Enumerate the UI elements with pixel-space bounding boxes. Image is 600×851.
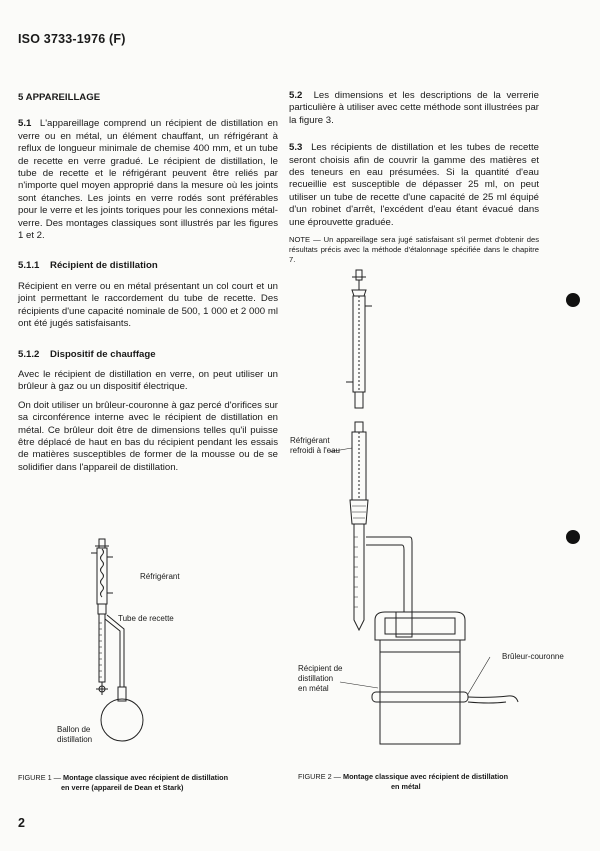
paragraph-5-2-text: Les dimensions et les descriptions de la verrerie particulière à utiliser avec cette méthode sont illustrées par la figure 3. (289, 90, 539, 126)
paragraph-5-3-number: 5.3 (289, 142, 303, 154)
paragraph-5-1-number: 5.1 (18, 118, 32, 130)
paragraph-5-3 (289, 142, 539, 229)
receiver-tube (99, 614, 105, 682)
note: NOTE — Un appareillage sera jugé satisfaisant s'il permet d'obtenir des résultats précis avec la méthode d'étalonnage spécifiée dans le chapitre 7. (289, 235, 539, 265)
fig2-label-condenser-1: Réfrigérant (290, 436, 330, 445)
paragraph-5-1-2-b: On doit utiliser un brûleur-couronne à gaz percé d'orifices sur sa circonférence interne avec le récipient de distillation en métal. Ce brûleur doit être de dimensions telles qu'il puisse être déplacé de haut en bas du récipient pendant les essais de matières susceptibles de former de la mousse ou de se solidifier dans l'appareil de distillation. (18, 399, 278, 473)
fig1-caption-line1: Montage classique avec récipient de distillation (63, 773, 229, 782)
subsection-5-1-1-number: 5.1.1 (18, 260, 40, 272)
fig1-label-flask-2: distillation (57, 735, 93, 744)
fig2-label-vessel-3: en métal (298, 684, 329, 693)
subsection-5-1-2-title: Dispositif de chauffage (50, 348, 156, 360)
paragraph-5-2-number: 5.2 (289, 90, 303, 101)
punch-hole (566, 530, 580, 544)
condenser-top (99, 539, 105, 548)
document-header: ISO 3733-1976 (F) (18, 32, 126, 46)
figure1-caption (18, 773, 268, 792)
fig1-label-condenser: Réfrigérant (140, 572, 180, 581)
figure2-drawing (330, 262, 530, 752)
section-heading-5: 5 APPAREILLAGE (18, 92, 101, 103)
condenser-jacket (97, 548, 107, 604)
ring-burner (372, 692, 468, 702)
page-number: 2 (18, 816, 25, 830)
fig2-label-burner: Brûleur-couronne (502, 652, 564, 661)
left-column (18, 92, 278, 474)
subsection-5-1-2-number: 5.1.2 (18, 348, 40, 360)
right-column (289, 90, 539, 265)
paragraph-5-1-text: L'appareillage comprend un récipient de distillation en verre ou en métal, un élément chauffant, un réfrigérant à reflux de longueur minimale de chemise 400 mm, et un tube de recette en verre gradué. Le récipient de distillation, le tube de recette et le réfrigérant peuvent être reliés par n'importe quel moyen approprié dans la mesure où les joints sont étanches. Les joints en verre rodés sont préférables pour le verre et les joints toriques pour les connexions métal-verre. Des montages classiques sont illustrés par les figures 1 et 2. (18, 118, 278, 242)
subsection-5-1-2-heading (18, 349, 278, 361)
paragraph-5-3-text: Les récipients de distillation et les tubes de recette seront choisis afin de couvrir la gamme des matières et des teneurs en eau présumées. Si la quantité d'eau recueillie est susceptible de dépasser 25 ml, on peut utiliser un tube de recette d'une capacité de 25 ml équipé d'un robinet d'arrêt, l'excédent d'eau étant évacué dans une éprouvette graduée. (289, 142, 539, 228)
fig1-label-tube: Tube de recette (118, 614, 174, 623)
paragraph-5-1-1: Récipient en verre ou en métal présentant un col court et un joint permettant le raccordement du tube de recette. Des récipients d'une capacité nominale de 500, 1 000 et 2 000 ml ont été jugés satisfaisants. (18, 280, 278, 330)
fig1-caption-prefix: FIGURE 1 — (18, 773, 61, 782)
paragraph-5-2 (289, 90, 539, 127)
fig1-label-flask-1: Ballon de (57, 725, 91, 734)
fig2-label-vessel-2: distillation (298, 674, 334, 683)
fig1-caption-line2: en verre (appareil de Dean et Stark) (61, 782, 184, 792)
subsection-5-1-1-heading (18, 260, 278, 272)
punch-hole (566, 293, 580, 307)
paragraph-5-1-2-a: Avec le récipient de distillation en verre, on peut utiliser un brûleur à gaz ou un dispositif électrique. (18, 368, 278, 393)
fig2-label-vessel-1: Récipient de (298, 664, 343, 673)
vessel-lid (375, 612, 465, 640)
figure2-caption (298, 772, 548, 791)
fig2-caption-line2: en métal (391, 781, 421, 791)
distillation-flask (101, 699, 143, 741)
fig2-caption-line1: Montage classique avec récipient de distillation (343, 772, 509, 781)
fig2-label-condenser-2: refroidi à l'eau (290, 446, 340, 455)
subsection-5-1-1-title: Récipient de distillation (50, 260, 158, 272)
paragraph-5-1 (18, 118, 278, 242)
fig2-caption-prefix: FIGURE 2 — (298, 772, 341, 781)
